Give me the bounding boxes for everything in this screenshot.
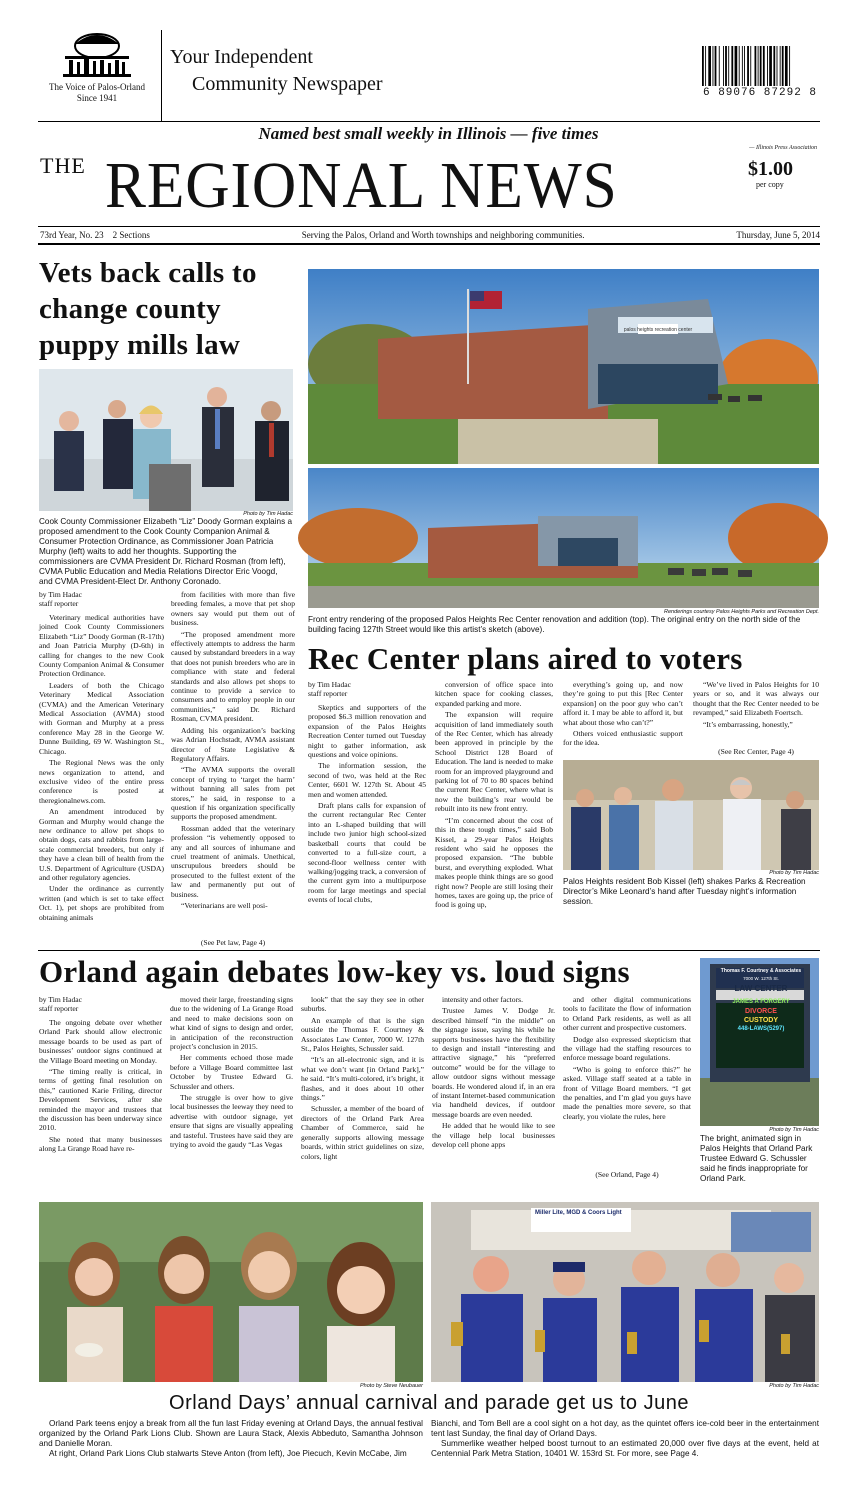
rec-col-3	[563, 680, 683, 748]
paragraph-list	[171, 590, 295, 910]
law-center-sign	[714, 968, 808, 1032]
barcode-bar	[742, 46, 743, 86]
logo-block	[38, 30, 156, 105]
paragraph-list	[563, 995, 691, 1121]
lions-photo-credit: Photo by Tim Hadac	[769, 1383, 819, 1389]
signs-byline	[39, 995, 162, 1013]
paragraph: Draft plans calls for expansion of the current rectangular Rec Center into an L-shaped building that will include two junior high school-sized basketball courts that could be converted to a full-size court, a second-floor wellness center with walking/jogging track, a conversion of the current gym into a multipurpose room for large meetings and special events of local clubs,	[308, 801, 426, 905]
barcode-bar	[755, 46, 757, 86]
rule-top	[38, 121, 820, 122]
signs-headline: Orland again debates low-key vs. loud signs	[39, 954, 630, 989]
paragraph: from facilities with more than five breeding females, a move that pet shop owners say would put them out of business.	[171, 590, 295, 628]
vets-photo	[39, 369, 293, 511]
sign-line-2: 7000 W. 127th St.	[743, 976, 779, 981]
barcode	[700, 46, 818, 88]
paragraph: and other digital communications tools to facilitate the flow of information to Orland Park residents, as well as all other current and prospective customers.	[563, 995, 691, 1033]
serving-area: Serving the Palos, Orland and Worth townships and neighboring communities.	[301, 230, 585, 240]
caption-right-1: Bianchi, and Tom Bell are a cool sight on a hot day, as the quintet offers ice-cold beer in the entertainment tent last Sunday, the final day of Orland Days.	[431, 1419, 819, 1438]
price-note: per copy	[756, 180, 784, 189]
barcode-bar	[782, 46, 784, 86]
rec-render-bottom	[308, 468, 819, 608]
paragraph: “It’s embarrassing, honestly,”	[703, 719, 793, 729]
nameplate: REGIONAL NEWS	[105, 149, 618, 222]
caption-left-2: At right, Orland Park Lions Club stalwarts Steve Anton (from left), Joe Piecuch, Kevin McCabe, Jim	[49, 1449, 407, 1458]
orland-days-caption-left	[39, 1419, 423, 1459]
paragraph-list	[563, 680, 683, 748]
newspaper-logo	[47, 30, 147, 78]
rec-byline-name: by Tim Hadac	[308, 680, 352, 689]
barcode-number: 6 89076 87292 8	[703, 87, 818, 99]
sign-line-4: JAMES A FORGERY	[732, 999, 790, 1005]
sections-count: 2 Sections	[112, 230, 150, 240]
rec-col-2	[435, 680, 553, 945]
paragraph: Under the ordinance as currently written (and which is set to take effect Oct. 1), pet shops are prohibited from obtaining animals	[39, 884, 164, 922]
paragraph-list	[432, 995, 555, 1150]
orland-days-headline: Orland Days’ annual carnival and parade get us to June	[169, 1392, 689, 1414]
logo-tagline	[38, 82, 156, 105]
paragraph: The struggle is over how to give local businesses the leeway they need to advertise with outdoor signage, yet ensure that signs are visually appealing and tasteful. Trustees have said they are trying to avoid the gaudy “Las Vegas	[170, 1093, 293, 1150]
teens-photo	[39, 1202, 423, 1382]
vets-byline-name: by Tim Hadac	[39, 590, 83, 599]
barcode-bar	[731, 46, 733, 86]
price: $1.00	[748, 158, 793, 180]
teens-photo-credit: Photo by Steve Neubauer	[360, 1383, 423, 1389]
logo-tagline-2: Since 1941	[76, 93, 118, 104]
paragraph: Her comments echoed those made before a Village Board committee last October by Trustee Edward G. Schussler and others.	[170, 1053, 293, 1091]
signs-col-5	[563, 995, 691, 1163]
beer-banner: Miller Lite, MGD & Coors Light	[531, 1208, 631, 1232]
rec-photo-credit: Photo by Tim Hadac	[769, 870, 819, 876]
barcode-bar	[758, 46, 759, 86]
barcode-bar	[773, 46, 775, 86]
nameplate-the: THE	[40, 153, 86, 178]
barcode-bar	[769, 46, 772, 86]
orland-days-caption-right	[431, 1419, 819, 1459]
paragraph: The information session, the second of two, was held at the Rec Center, 6601 W. 127th St. About 45 men and women attended.	[308, 761, 426, 799]
rec-render-credit: Renderings courtesy Palos Heights Parks and Recreation Dept.	[664, 609, 819, 615]
signs-col-1	[39, 995, 162, 1185]
paragraph-list	[170, 995, 293, 1150]
barcode-bar	[760, 46, 762, 86]
barcode-bar	[702, 46, 704, 86]
barcode-bar	[705, 46, 706, 86]
paragraph: Schussler, a member of the board of directors of the Orland Park Area Chamber of Commerce, said he generally supports allowing message boards, within strict guidelines on size, colors, light	[301, 1104, 424, 1161]
rule-signs	[38, 950, 820, 951]
signs-col-2	[170, 995, 293, 1185]
barcode-bar	[750, 46, 751, 86]
barcode-bar	[744, 46, 745, 86]
paragraph: An amendment introduced by Gorman and Murphy would change the new ordinance to allow pet shops to obtain dogs, cats and rabbits from large-scale commercial breeders, but only if they have a clean bill of health from the U.S. Department of Agriculture (USDA) and other regulatory agencies.	[39, 807, 164, 882]
rec-photo-caption: Palos Heights resident Bob Kissel (left) shakes Parks & Recreation Director’s Mike Leonard’s hand after Tuesday night’s information session.	[563, 877, 806, 906]
signs-photo-credit: Photo by Tim Hadac	[769, 1127, 819, 1133]
paragraph: intensity and other factors.	[442, 995, 523, 1004]
paragraph: everything’s going up, and now they’re going to put this [Rec Center expansion] on the poor guy who can’t afford it. I may be able to afford it, but what about those who can’t?”	[563, 680, 683, 727]
barcode-bar	[747, 46, 749, 86]
paragraph: Veterinary medical authorities have joined Cook County Commissioners Elizabeth “Liz” Doody Gorman (R-17th) and Joan Patricia Murphy (D-6th) in calling for changes to the new Cook County Companion Animal & Consumer Protection Ordinance.	[39, 613, 164, 679]
slogan-line-1: Your Independent	[170, 46, 313, 68]
rec-byline	[308, 680, 426, 698]
vets-byline	[39, 590, 164, 608]
rec-headline: Rec Center plans aired to voters	[308, 641, 743, 676]
paragraph-list	[435, 680, 553, 910]
paragraph-list	[308, 703, 426, 905]
paragraph: “The AVMA supports the overall concept of trying to ‘target the harm’ without banning all sales from pet stores,” he said, in response to a question if his organization specifically supports the proposed amendment.	[171, 765, 295, 822]
dateline	[40, 230, 820, 240]
barcode-bar	[728, 46, 729, 86]
signs-byline-name: by Tim Hadac	[39, 995, 83, 1004]
barcode-bar	[715, 46, 717, 86]
caption-left-1: Orland Park teens enjoy a break from all the fun last Friday evening at Orland Days, the annual festival organized by the Orland Park Lions Club. Shown are Laura Stack, Alexis Abbeduto, Samantha Johnson and Danielle Moran.	[39, 1419, 423, 1448]
signs-col-3	[301, 995, 424, 1185]
barcode-bar	[708, 46, 711, 86]
paragraph: Others voiced enthusiastic support for the idea.	[563, 729, 683, 748]
paragraph: Rossman added that the veterinary profession “is vehemently opposed to any and all sources of inhumane and cruel treatment of animals. Unethical, unscrupulous breeders should be prosecuted to the fullest extent of the law and permanently put out of business.	[171, 823, 295, 899]
paragraph: “The timing really is critical, in terms of getting final resolution on this,” cautioned Karie Friling, director Development Services, after she reminded the mayor and trustees that the discussion has been underway since 2010.	[39, 1067, 162, 1133]
issue-number: 73rd Year, No. 23 2 Sections	[40, 230, 150, 240]
paragraph: “I’m concerned about the cost of this in these tough times,” said Bob Kissel, a 29-year Palos Heights resident who said he opposes the proposed expansion. “The bubble burst, and everything exploded. What makes people think things are so good right now? People are still losing their homes, taxes are going up, the price of food is going up,	[435, 815, 553, 910]
paragraph: Adding his organization’s backing was Adrian Hochstadt, AVMA assistant director of State Legislative & Regulatory Affairs.	[171, 725, 295, 763]
issue-date: Thursday, June 5, 2014	[736, 230, 820, 240]
barcode-bar	[777, 46, 778, 86]
paragraph: The ongoing debate over whether Orland Park should allow electronic message boards to be used as part of businesses’ outdoor signs continued at the Village Board meeting on Monday.	[39, 1018, 162, 1065]
rec-byline-role: staff reporter	[308, 689, 348, 698]
sign-line-1: Thomas F. Courtney & Associates	[720, 968, 802, 974]
paragraph-list	[39, 1018, 162, 1154]
rec-sign-text: palos heights recreation center	[623, 327, 693, 333]
barcode-bar	[739, 46, 740, 86]
barcode-bar	[723, 46, 724, 86]
barcode-bar	[719, 46, 720, 86]
paragraph: moved their large, freestanding signs due to the widening of La Grange Road and need to make decisions soon on what kind of signs to design and order, in anticipation of the reconstruction project’s conclusion in 2015.	[170, 995, 293, 1052]
rec-col-4	[693, 680, 819, 730]
paragraph-list	[301, 995, 424, 1161]
logo-tagline-1: The Voice of Palos-Orland	[49, 82, 145, 92]
paragraph: Skeptics and supporters of the proposed $6.3 million renovation and expansion of the Palos Heights Recreation Center turned out Tuesday night to gather information, ask questions and voice opinions.	[308, 703, 426, 760]
vets-jump[interactable]: (See Pet law, Page 4)	[200, 938, 266, 947]
vets-caption: Cook County Commissioner Elizabeth “Liz” Doody Gorman explains a proposed amendment to the Cook County Companion Animal & Consumer Protection Ordinance, as Commissioner Joan Patricia Murphy (left) waits to add her thoughts. Supporting the commissioners are CVMA President Dr. Richard Rosman (from left), CVMA Public Education and Media Relations Director Eric Voogd, and CVMA President-Elect Dr. Anthony Coronado.	[39, 517, 293, 586]
signs-col-4	[432, 995, 555, 1185]
sign-line-3: LAW CENTER	[734, 984, 788, 993]
paragraph: “Who is going to enforce this?” he asked. Village staff seated at a table in front of Village Board members. “I get the penalties, and I’m glad you guys have made the penalties more severe, so that clearly, you violate the rules, here	[563, 1064, 691, 1121]
paragraph: “It’s an all-electronic sign, and it is what we don’t want [in Orland Park],” he said. “It’s multi-colored, it’s bright, it flashes, and it does about 10 other things.”	[301, 1055, 424, 1103]
paragraph-list	[39, 613, 164, 922]
vets-byline-role: staff reporter	[39, 599, 79, 608]
paragraph: look” that the say they see in other suburbs.	[301, 995, 424, 1014]
paragraph: The expansion will require acquisition of land immediately south of the Rec Center, which has already been approved in principle by the School District 128 Board of Education. The land is needed to make room for an improved playground and parking lot of 70 to 80 spaces behind the current Rec Center, where what is now the building’s rear would be rebuilt into its new front entry.	[435, 710, 553, 814]
barcode-bar	[763, 46, 765, 86]
rule-dateline-top	[38, 226, 820, 227]
sign-line-7: 448-LAWS(5297)	[737, 1026, 785, 1032]
barcode-bar	[780, 46, 781, 86]
award-line: Named best small weekly in Illinois — five times	[258, 124, 599, 143]
paragraph: Leaders of both the Chicago Veterinary Medical Association (CVMA) and the American Veterinary Medical Association (AVMA) stood with Gorman and Murphy at a press conference May 28 in the George W. Dunne Building, 69 W. Washington St., Chicago.	[39, 680, 164, 756]
rec-render-caption: Front entry rendering of the proposed Palos Heights Rec Center renovation and addition (top). The original entry on the north side of the building facing 127th Street would like this artist’s sketch (above).	[308, 615, 801, 634]
vets-headline: Vets back calls to change county puppy mills law	[39, 257, 257, 361]
paragraph: An example of that is the sign outside the Thomas F. Courtney & Associates Law Center, 7000 W. 127th St., Palos Heights, Schussler said.	[301, 1015, 424, 1054]
masthead-divider	[161, 30, 162, 122]
rec-jump[interactable]: (See Rec Center, Page 4)	[718, 747, 794, 756]
paragraph: “We’ve lived in Palos Heights for 10 years or so, and it was always our thought that the Rec Center needed to be revamped,” said Elizabeth Foertsch.	[693, 680, 819, 718]
rec-col-1	[308, 680, 426, 945]
barcode-bar	[735, 46, 738, 86]
rule-dateline-bottom	[38, 243, 820, 245]
paragraph: Trustee James V. Dodge Jr. described himself “in the middle” on the signage issue, saying his while he supports businesses have the flexibility to design and install “interesting and attractive signage,” his “preferred outcome” would be for the village to allow outdoor signs without message boards. He wondered aloud if, in an era of instant Internet-based communication via handheld devices, if outdoor message boards are even needed.	[432, 1006, 555, 1119]
signs-photo-caption: The bright, animated sign in Palos Heights that Orland Park Trustee Edward G. Schussler said he finds inappropriate for Orland Park.	[700, 1134, 813, 1183]
barcode-bar	[789, 46, 790, 86]
slogan	[170, 44, 383, 98]
rec-meeting-photo	[563, 760, 819, 870]
signs-byline-role: staff reporter	[39, 1004, 79, 1013]
award-source: — Illinois Press Association	[749, 145, 817, 151]
slogan-line-2: Community Newspaper	[192, 73, 383, 95]
sign-line-6: CUSTODY	[743, 1017, 779, 1024]
vets-photo-credit: Photo by Tim Hadac	[243, 511, 293, 517]
paragraph: She noted that many businesses along La Grange Road have re-	[39, 1134, 162, 1154]
vets-col-2	[171, 590, 295, 930]
barcode-bar	[767, 46, 768, 86]
sign-line-5: DIVORCE	[745, 1008, 777, 1015]
paragraph: Dodge also expressed skepticism that the village had the staffing resources to enforce message board regulations.	[563, 1034, 691, 1063]
paragraph: “Veterinarians are well posi-	[181, 901, 268, 910]
signs-jump[interactable]: (See Orland, Page 4)	[595, 1170, 659, 1179]
barcode-bar	[713, 46, 714, 86]
paragraph: “The proposed amendment more effectively attempts to address the harm caused by substandard breeders in a way that does not punish breeders who are in compliance with state and federal standards and also allows pet shops to continue to provide a service to consumers and to employ people in our communities,” said Dr. Richard Rosman, CVMA president.	[171, 629, 295, 724]
paragraph: The Regional News was the only news organization to attend, and exclusive video of the entire press conference is posted at theregionalnews.com.	[39, 758, 164, 805]
paragraph: He added that he would like to see the village help local businesses develop cell phone apps	[432, 1121, 555, 1150]
paragraph-list	[693, 680, 819, 729]
vets-col-1	[39, 590, 164, 950]
rec-render-top	[308, 269, 819, 464]
paragraph: conversion of office space into kitchen space for cooking classes, expanded parking and more.	[435, 680, 553, 708]
barcode-bar	[785, 46, 788, 86]
caption-right-2: Summerlike weather helped boost turnout to an estimated 20,000 over five days at the event, held at Centennial Park Metra Station, 10401 W. 153rd St. For more, see Page 4.	[431, 1439, 819, 1458]
barcode-bar	[725, 46, 727, 86]
